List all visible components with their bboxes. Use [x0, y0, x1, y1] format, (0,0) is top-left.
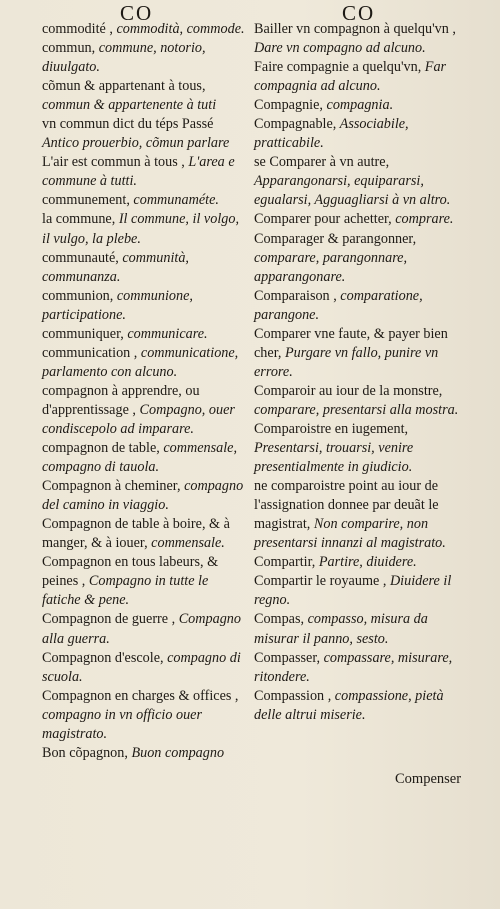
dictionary-entry: [42, 39, 247, 77]
italian-translation: Il commune, il volgo, il vulgo, la plebe.: [42, 211, 239, 247]
dictionary-entry: [254, 325, 460, 382]
french-term: Comparaison ,: [254, 287, 337, 304]
dictionary-entry: [254, 382, 460, 420]
italian-translation: Compagno in tutte le fatiche & pene.: [42, 573, 209, 609]
italian-translation: Compagno alla guerra.: [42, 611, 241, 647]
french-term: Compas,: [254, 611, 305, 628]
dictionary-entry: [254, 649, 460, 687]
italian-translation: communicatione, parlamento con alcuno.: [42, 344, 239, 380]
italian-translation: communaméte.: [129, 192, 219, 209]
italian-translation: compassare, misurare, ritondere.: [254, 649, 453, 685]
italian-translation: commun & appartenente à tuti: [42, 97, 217, 114]
catchword: Compenser: [395, 771, 462, 787]
italian-translation: compagnia.: [322, 97, 394, 114]
italian-translation: Presentarsi, trouarsi, venire presentialmente in giudicio.: [254, 440, 414, 476]
dictionary-entry: [42, 477, 247, 515]
french-term: Compassion ,: [254, 687, 332, 704]
italian-translation: comparatione, parangone.: [254, 287, 423, 323]
french-term: compagnon de table,: [42, 440, 160, 457]
italian-translation: Partire, diuidere.: [315, 554, 417, 571]
italian-translation: Diuidere il regno.: [254, 573, 452, 609]
dictionary-entry: [42, 382, 247, 439]
italian-translation: communità, communanza.: [42, 249, 189, 285]
dictionary-entry: [42, 344, 247, 382]
french-term: se Comparer à vn autre,: [254, 154, 390, 171]
italian-translation: compagno in vn officio ouer magistrato.: [42, 706, 202, 742]
italian-translation: compagno di scuola.: [42, 649, 241, 685]
french-term: compagnon à apprendre, ou d'apprentissage ,: [42, 382, 200, 418]
dictionary-entry: [254, 230, 460, 287]
italian-translation: Dare vn compagno ad alcuno.: [254, 40, 426, 57]
dictionary-entry: [42, 249, 247, 287]
italian-translation: commune, notorio, diuulgato.: [42, 40, 206, 76]
italian-translation: Purgare vn fallo, punire vn errore.: [254, 344, 439, 380]
french-term: commun,: [42, 40, 96, 57]
french-term: Comparoir au iour de la monstre,: [254, 382, 443, 399]
french-term: communauté,: [42, 249, 119, 266]
running-header-right: CO: [342, 1, 376, 25]
dictionary-entry: [42, 153, 247, 191]
italian-translation: Antico prouerbio, cõmun parlare: [42, 135, 230, 152]
dictionary-entry: [42, 115, 247, 153]
dictionary-entry: [254, 477, 460, 553]
italian-translation: Non comparire, non presentarsi innanzi al magistrato.: [254, 516, 446, 552]
italian-translation: Buon compagno: [127, 744, 225, 761]
dictionary-entry: [42, 610, 247, 648]
french-term: commodité ,: [42, 21, 113, 37]
dictionary-entry: [254, 420, 460, 477]
dictionary-entry: [254, 572, 460, 610]
italian-translation: compassione, pietà delle altrui miserie.: [254, 687, 444, 723]
dictionary-entry: [42, 439, 247, 477]
french-term: Faire compagnie a quelqu'vn,: [254, 59, 422, 76]
dictionary-entry: [254, 553, 460, 572]
french-term: Compagnie,: [254, 97, 323, 114]
dictionary-entry: [42, 191, 247, 210]
dictionary-entry: [42, 649, 247, 687]
italian-translation: Far compagnia ad alcuno.: [254, 59, 447, 95]
french-term: Comparoistre en iugement,: [254, 420, 409, 437]
french-term: Compasser,: [254, 649, 321, 666]
dictionary-entry: [42, 20, 247, 39]
dictionary-entry: [254, 96, 460, 115]
french-term: la commune,: [42, 211, 116, 228]
dictionary-entry: [254, 58, 460, 96]
dictionary-entry: [254, 115, 460, 153]
dictionary-entry: [42, 515, 247, 553]
dictionary-entry: [254, 610, 460, 648]
french-term: Compartir,: [254, 554, 316, 571]
italian-translation: compagno del camino in viaggio.: [42, 478, 244, 514]
italian-translation: comprare.: [391, 211, 454, 228]
french-term: communiquer,: [42, 325, 124, 342]
dictionary-entry: [42, 210, 247, 248]
french-term: Compartir le royaume ,: [254, 573, 387, 590]
french-term: ne comparoistre point au iour de l'assignation donnee par deuãt le magistrat,: [254, 478, 439, 533]
dictionary-entry: [42, 325, 247, 344]
french-term: Comparer vne faute, & payer bien cher,: [254, 325, 448, 361]
french-term: Bailler vn compagnon à quelqu'vn ,: [254, 21, 456, 37]
italian-translation: compasso, misura da misurar il panno, sesto.: [254, 611, 428, 647]
french-term: vn commun dict du téps Passé: [42, 116, 214, 133]
left-column: [42, 20, 247, 763]
italian-translation: L'area e commune à tutti.: [42, 154, 235, 190]
italian-translation: comparare, presentarsi alla mostra.: [254, 401, 459, 418]
italian-translation: commensale, compagno di tauola.: [42, 440, 238, 476]
french-term: Bon cõpagnon,: [42, 744, 128, 761]
french-term: Comparer pour achetter,: [254, 211, 392, 228]
french-term: cõmun & appartenant à tous,: [42, 78, 206, 95]
french-term: Compagnable,: [254, 116, 337, 133]
italian-translation: Apparangonarsi, equipararsi, egualarsi, Agguagliarsi à vn altro.: [254, 173, 451, 209]
dictionary-entry: [254, 20, 460, 58]
dictionary-entry: [42, 744, 247, 763]
dictionary-entry: [254, 153, 460, 210]
french-term: Compagnon en charges & offices ,: [42, 687, 239, 704]
dictionary-entry: [42, 77, 247, 115]
french-term: Compagnon à cheminer,: [42, 478, 181, 495]
french-term: Compagnon de table à boire, & à manger, & à iouer,: [42, 516, 230, 552]
french-term: Compagnon de guerre ,: [42, 611, 176, 628]
french-term: communement,: [42, 192, 130, 209]
french-term: Compagnon en tous labeurs, & peines ,: [42, 554, 219, 590]
dictionary-entry: [254, 287, 460, 325]
french-term: L'air est commun à tous ,: [42, 154, 185, 171]
french-term: Comparager & parangonner,: [254, 230, 417, 247]
french-term: communion,: [42, 287, 114, 304]
dictionary-entry: [42, 553, 247, 610]
dictionary-entry: [254, 210, 460, 229]
dictionary-entry: [254, 687, 460, 725]
italian-translation: Compagno, ouer condiscepolo ad imparare.: [42, 401, 235, 437]
french-term: Compagnon d'escole,: [42, 649, 164, 666]
running-header-left: CO: [120, 1, 154, 25]
italian-translation: Associabile, pratticabile.: [254, 116, 409, 152]
italian-translation: communicare.: [123, 325, 208, 342]
italian-translation: comparare, parangonnare, apparangonare.: [254, 249, 408, 285]
french-term: communication ,: [42, 344, 138, 361]
italian-translation: commensale.: [147, 535, 225, 552]
italian-translation: communione, participatione.: [42, 287, 193, 323]
dictionary-entry: [42, 287, 247, 325]
right-column: [254, 20, 460, 725]
italian-translation: commodità, commode.: [112, 21, 245, 37]
dictionary-entry: [42, 687, 247, 744]
